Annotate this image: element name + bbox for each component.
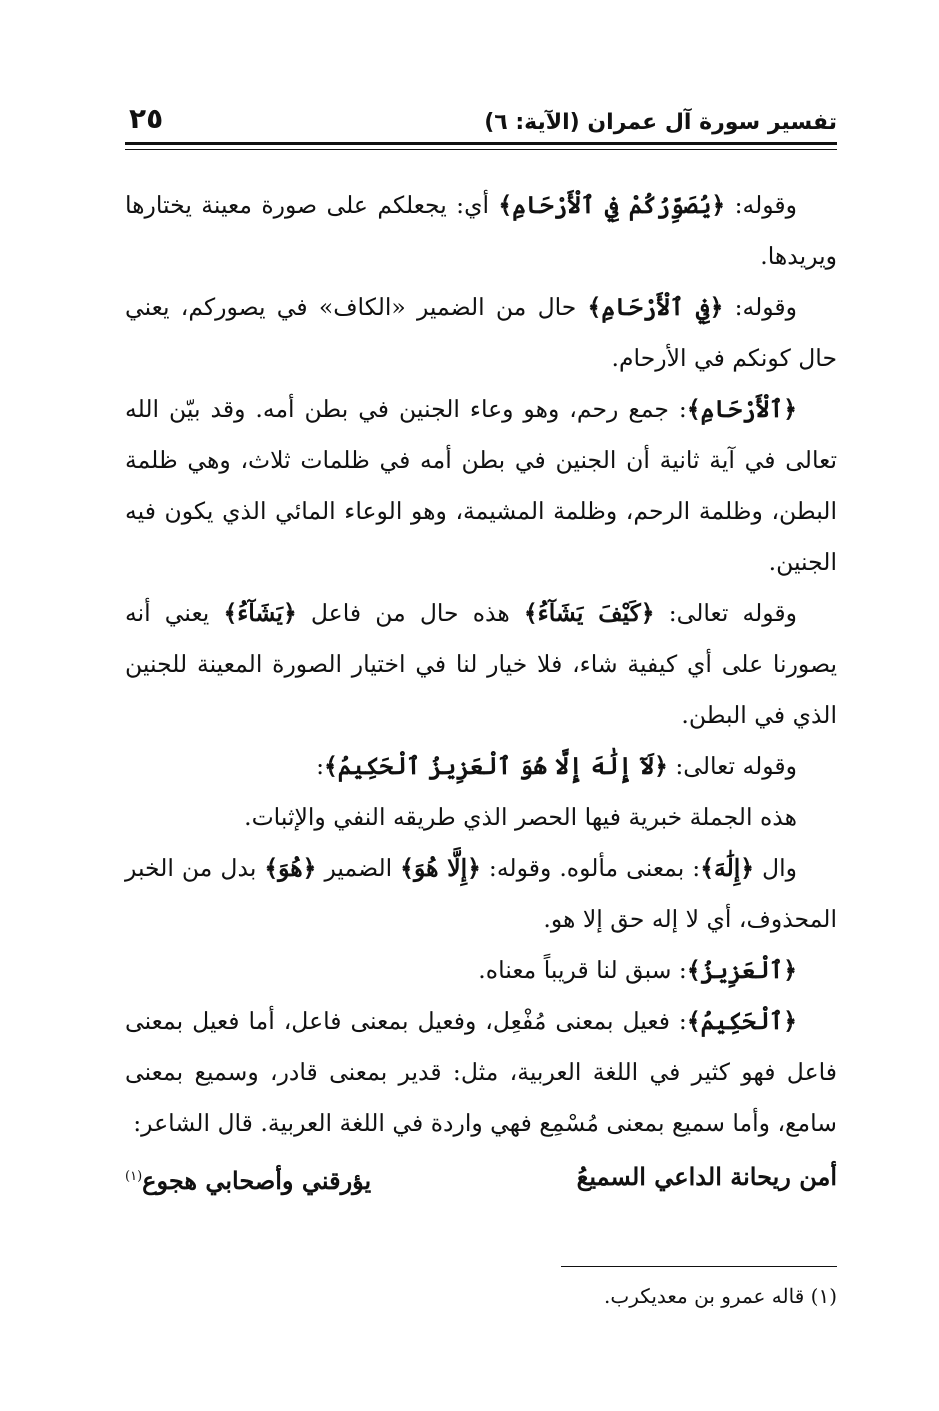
text-run: وقوله تعالى: [667,752,797,780]
text-run: : [316,752,325,780]
poem-hemistich-1: أمن ريحانة الداعي السميعُ [576,1162,837,1191]
text-run: حال من الضمير «الكاف» في يصوركم، يعني حال كونكم في الأرحام. [125,293,837,372]
text-run: وقوله: [723,293,797,321]
paragraph-2 [125,282,837,384]
poem-verse [125,1153,837,1205]
page-number: ٢٥ [129,102,164,135]
quran-quote: ﴿ٱلْحَكِيمُ﴾ [686,1007,797,1035]
footnote-marker: (١) [125,1169,143,1184]
footnote [604,1284,837,1308]
header-rule-thin [125,149,837,150]
paragraph-5 [125,741,837,792]
paragraph-9 [125,996,837,1149]
header-rule-thick [125,142,837,145]
footnote-rule [561,1266,837,1267]
quran-quote: ﴿فِي ٱلْأَرْحَامِ﴾ [587,293,724,321]
poem-hemistich-2: يؤرقني وأصحابي هجوع [142,1166,372,1195]
paragraph-3 [125,384,837,588]
quran-quote: ﴿لَآ إِلَٰهَ إِلَّا هُوَ ٱلْعَزِيزُ ٱلْحَكِيمُ﴾ [324,752,668,780]
text-run: يعني أنه يصورنا على أي كيفية شاء، فلا خيار لنا في اختيار الصورة المعينة للجنين الذي في البطن. [125,599,837,729]
quran-quote: ﴿كَيْفَ يَشَآءُ﴾ [523,599,655,627]
footnote-text: قاله عمرو بن معديكرب. [604,1284,805,1308]
quran-quote: ﴿يَشَآءُ﴾ [223,599,297,627]
quran-quote: ﴿إِلَٰهَ﴾ [700,854,755,882]
text-run: بدل من الخبر المحذوف، أي لا إله حق إلا هو. [125,854,837,933]
text-run: أي: يجعلكم على صورة معينة يختارها ويريدها. [125,191,837,270]
quran-quote: ﴿ٱلْعَزِيزُ﴾ [686,956,797,984]
text-run: الضمير [316,854,401,882]
text-run: : سبق لنا قريباً معناه. [478,956,687,984]
text-run: هذه حال من فاعل [296,599,524,627]
running-title: تفسير سورة آل عمران (الآية: ٦) [484,110,837,135]
text-run: وال [754,854,798,882]
footnote-number: (١) [810,1284,837,1308]
paragraph-1 [125,180,837,282]
quran-quote: ﴿إِلَّا هُوَ﴾ [400,854,481,882]
text-run: وقوله تعالى: [654,599,798,627]
quran-quote: ﴿هُوَ﴾ [264,854,317,882]
paragraph-6 [125,792,837,843]
page-header [125,102,837,136]
paragraph-4 [125,588,837,741]
body-text [125,180,837,1205]
text-run: هذه الجملة خبرية فيها الحصر الذي طريقه النفي والإثبات. [244,803,797,831]
quran-quote: ﴿ٱلْأَرْحَامِ﴾ [686,395,797,423]
poem-hemistich-2-wrap [125,1153,371,1205]
quran-quote: ﴿يُصَوِّرُكُمْ فِي ٱلْأَرْحَامِ﴾ [498,191,726,219]
text-run: وقوله: [725,191,798,219]
text-run: : فعيل بمعنى مُفْعِل، وفعيل بمعنى فاعل، أما فعيل بمعنى فاعل فهو كثير في اللغة العربية، مثل: قدير بمعنى قادر، وسميع بمعنى سامع، وأما سميع بمعنى مُسْمِع فهي واردة في اللغة العربية. قال الشاعر: [125,1007,837,1137]
text-run: : بمعنى مألوه. وقوله: [480,854,701,882]
text-run: : جمع رحم، وهو وعاء الجنين في بطن أمه. وقد بيّن الله تعالى في آية ثانية أن الجنين في بطن أمه في ظلمات ثلاث، وهي ظلمة البطن، وظلمة الرحم، وظلمة المشيمة، وهو الوعاء المائي الذي يكون فيه الجنين. [125,395,837,576]
paragraph-8 [125,945,837,996]
paragraph-7 [125,843,837,945]
